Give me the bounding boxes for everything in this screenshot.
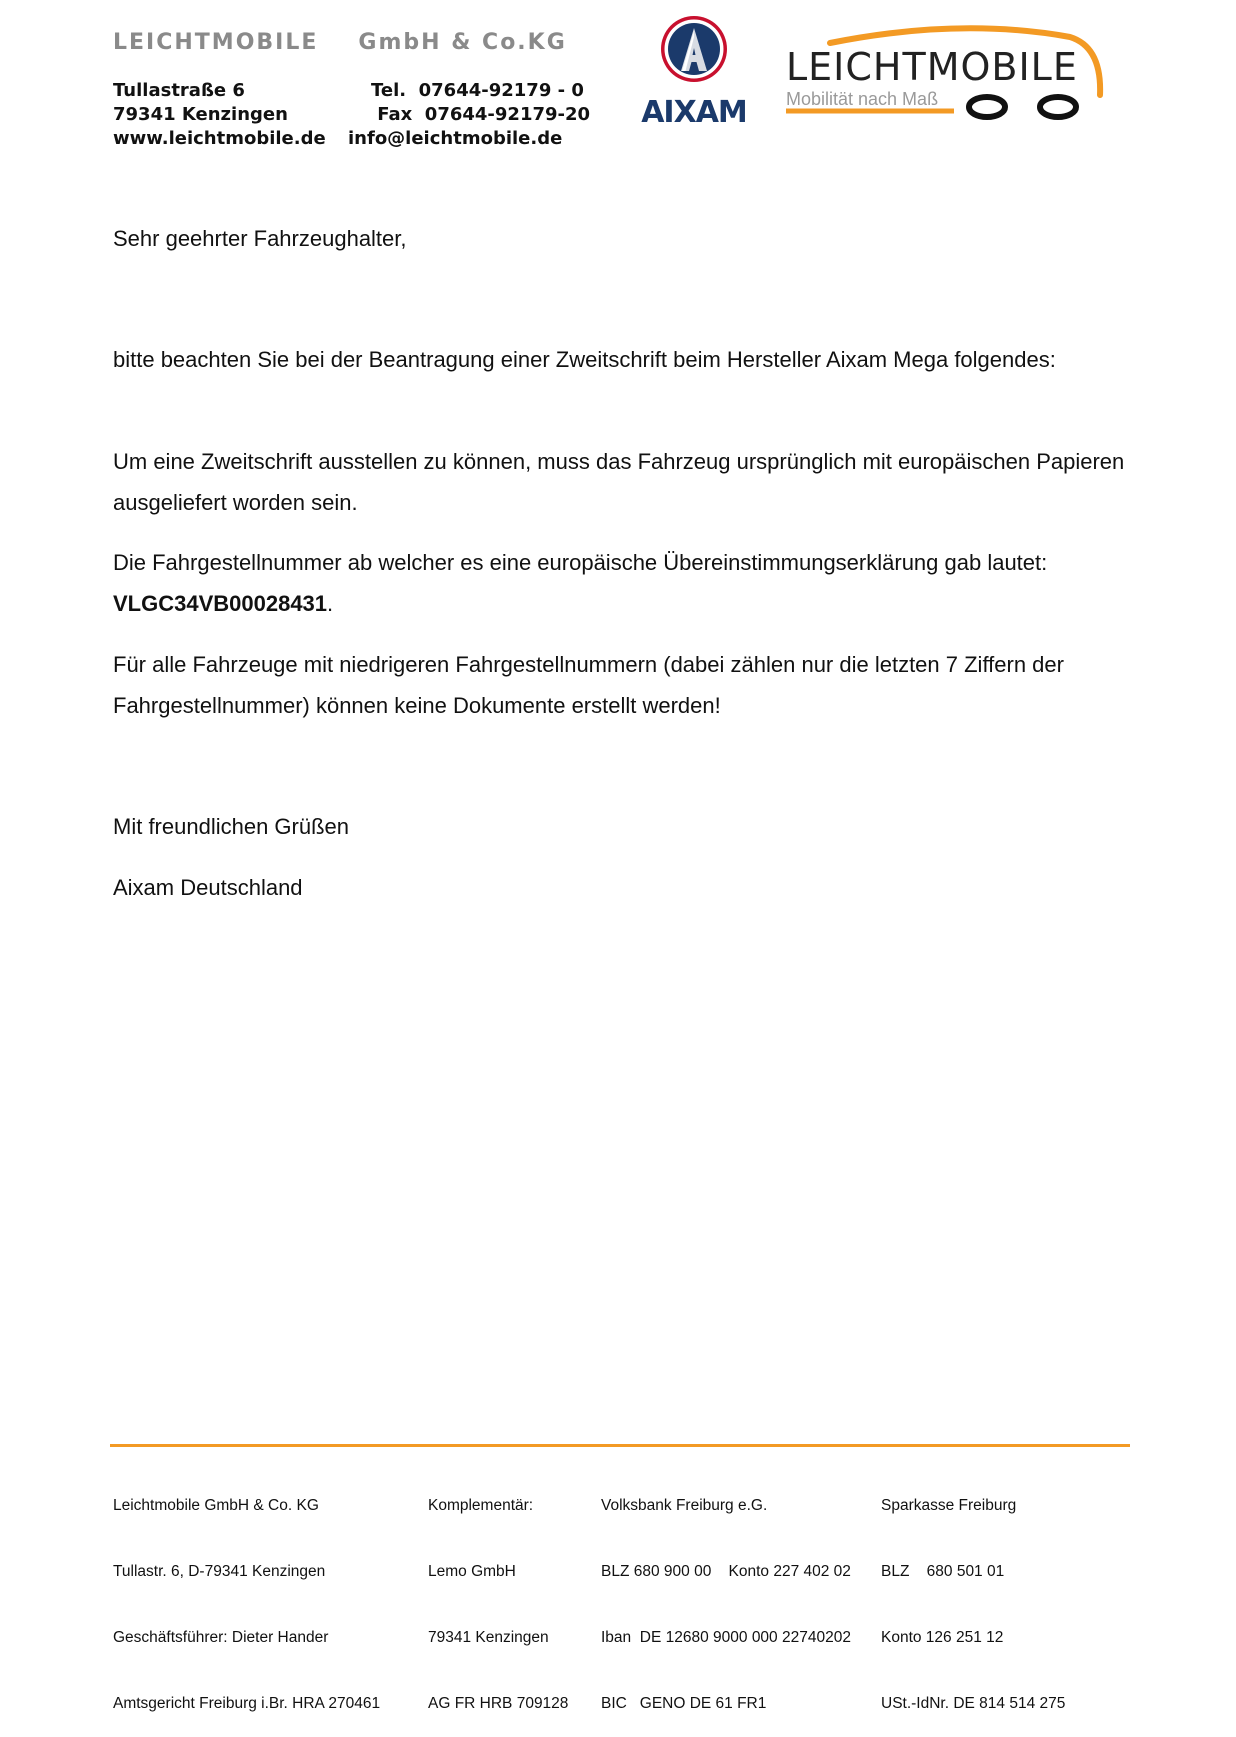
footer-partner-column bbox=[428, 1451, 568, 1737]
website-link[interactable]: www.leichtmobile.de bbox=[113, 128, 326, 149]
vin-suffix: . bbox=[327, 591, 334, 616]
footer-line: Konto 126 251 12 bbox=[881, 1629, 1004, 1646]
letter-signer: Aixam Deutschland bbox=[113, 875, 303, 900]
letter-paragraph-3 bbox=[113, 542, 1143, 624]
letter-greeting: Sehr geehrter Fahrzeughalter, bbox=[113, 226, 407, 251]
company-legal-form: GmbH & Co.KG bbox=[358, 30, 567, 55]
address-street: Tullastraße 6 bbox=[113, 80, 245, 101]
leichtmobile-slogan: Mobilität nach Maß bbox=[786, 89, 939, 109]
letter-paragraph-4: Für alle Fahrzeuge mit niedrigeren Fahrgestellnummern (dabei zählen nur die letzten 7 Ziffern der Fahrgestellnummer) können keine Dokumente erstellt werden! bbox=[113, 652, 1064, 718]
footer-line: Amtsgericht Freiburg i.Br. HRA 270461 bbox=[113, 1695, 381, 1712]
paragraph-3-lead: Die Fahrgestellnummer ab welcher es eine europäische Übereinstimmungserklärung gab lautet: bbox=[113, 550, 1048, 575]
footer-line: Tullastr. 6, D-79341 Kenzingen bbox=[113, 1563, 326, 1580]
letter-closing: Mit freundlichen Grüßen bbox=[113, 814, 349, 839]
leichtmobile-wordmark: LEICHTMOBILE bbox=[786, 45, 1078, 89]
footer-line: Lemo GmbH bbox=[428, 1563, 516, 1580]
letter-paragraph-2: Um eine Zweitschrift ausstellen zu können, muss das Fahrzeug ursprünglich mit europäischen Papieren ausgeliefert worden sein. bbox=[113, 449, 1125, 515]
footer-line: AG FR HRB 709128 bbox=[428, 1695, 569, 1712]
footer-line: USt.-IdNr. DE 814 514 275 bbox=[881, 1695, 1066, 1712]
company-address bbox=[113, 79, 326, 151]
footer-line: Iban DE 12680 9000 000 22740202 bbox=[601, 1629, 851, 1646]
company-name-main: LEICHTMOBILE bbox=[113, 30, 319, 55]
footer-sparkasse-column bbox=[881, 1451, 1065, 1737]
phone-number: Tel. 07644-92179 - 0 bbox=[371, 80, 584, 101]
footer-line: Volksbank Freiburg e.G. bbox=[601, 1497, 768, 1514]
address-city: 79341 Kenzingen bbox=[113, 104, 288, 125]
company-name bbox=[113, 30, 567, 55]
fax-number: Fax 07644-92179-20 bbox=[371, 104, 591, 125]
footer-line: Komplementär: bbox=[428, 1497, 534, 1514]
footer-line: 79341 Kenzingen bbox=[428, 1629, 549, 1646]
footer-line: BIC GENO DE 61 FR1 bbox=[601, 1695, 767, 1712]
aixam-wordmark: AIXAM bbox=[641, 95, 747, 130]
footer-divider bbox=[110, 1444, 1130, 1447]
vin-number: VLGC34VB00028431 bbox=[113, 591, 328, 616]
footer-line: BLZ 680 900 00 Konto 227 402 02 bbox=[601, 1563, 851, 1580]
footer-company-column bbox=[113, 1451, 380, 1737]
company-contact bbox=[348, 79, 590, 151]
letter-paragraph-1: bitte beachten Sie bei der Beantragung einer Zweitschrift beim Hersteller Aixam Mega folgendes: bbox=[113, 347, 1056, 372]
footer-line: Leichtmobile GmbH & Co. KG bbox=[113, 1497, 319, 1514]
email-link[interactable]: info@leichtmobile.de bbox=[348, 128, 563, 149]
footer-line: Geschäftsführer: Dieter Hander bbox=[113, 1629, 329, 1646]
footer-line: Sparkasse Freiburg bbox=[881, 1497, 1017, 1514]
footer-line: BLZ 680 501 01 bbox=[881, 1563, 1005, 1580]
footer-volksbank-column bbox=[601, 1451, 851, 1737]
